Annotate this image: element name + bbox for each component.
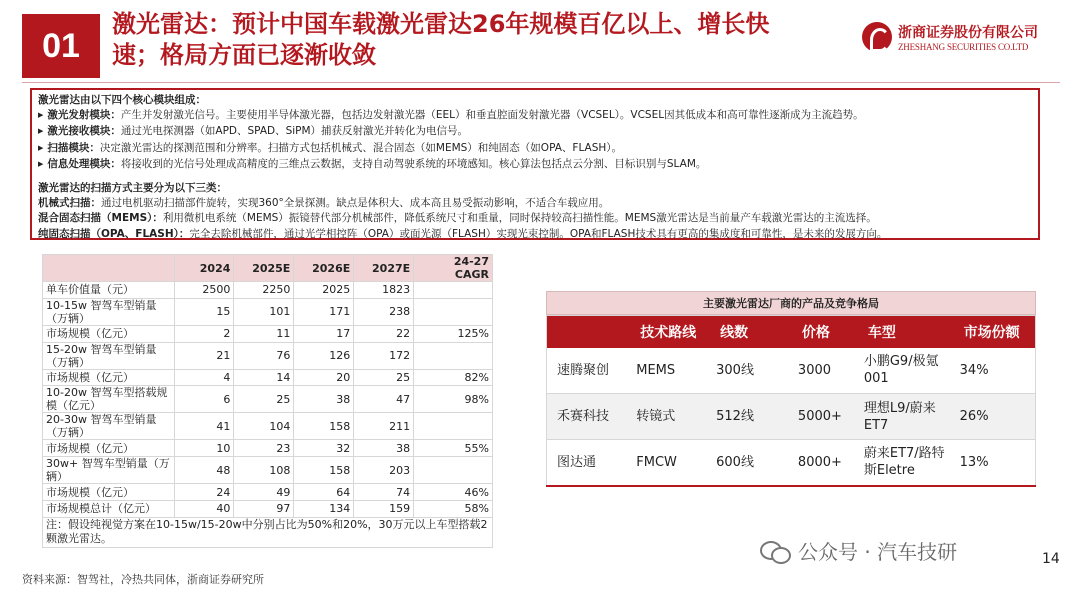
scan-name: 机械式扫描： xyxy=(38,197,101,210)
table-cell: 134 xyxy=(294,500,354,517)
table-cell: 小鹏G9/极氪001 xyxy=(854,348,950,394)
module-item xyxy=(38,124,1032,140)
row-label: 20-30w 智驾车型销量（万辆） xyxy=(43,413,175,440)
table-cell: 47 xyxy=(354,386,414,413)
company-name: 图达通 xyxy=(547,440,627,486)
row-label: 市场规模总计（亿元） xyxy=(43,500,175,517)
table-cell xyxy=(414,298,493,325)
table-cell: 512线 xyxy=(706,394,788,440)
table-cell: 13% xyxy=(950,440,1036,486)
table-cell: 82% xyxy=(414,369,493,386)
table-cell: 48 xyxy=(174,457,234,484)
table-cell: MEMS xyxy=(626,348,706,394)
table-cell: 25 xyxy=(234,386,294,413)
module-desc: 通过光电探测器（如APD、SPAD、SiPM）捕获反射激光并转化为电信号。 xyxy=(120,125,469,138)
row-label: 30w+ 智驾车型销量（万辆） xyxy=(43,457,175,484)
wechat-icon xyxy=(760,539,790,563)
logo-chinese-name: 浙商证券股份有限公司 xyxy=(898,25,1038,41)
table-cell: 25 xyxy=(354,369,414,386)
table-note-row xyxy=(43,517,493,547)
table-header-cell: 2024 xyxy=(174,255,234,282)
table-cell: 40 xyxy=(174,500,234,517)
table-cell: 41 xyxy=(174,413,234,440)
module-name: 扫描模块： xyxy=(47,141,100,154)
scan-item xyxy=(38,211,1032,226)
table-row xyxy=(43,500,493,517)
module-name: 激光接收模块： xyxy=(47,125,121,138)
table-header-cell xyxy=(547,316,627,348)
table-cell: 38 xyxy=(354,440,414,457)
table-cell: 238 xyxy=(354,298,414,325)
source-note: 资料来源：智驾社，冷热共同体，浙商证券研究所 xyxy=(22,573,264,586)
table-header-cell: 24-27 CAGR xyxy=(414,255,493,282)
table-cell: 74 xyxy=(354,484,414,501)
table-cell: 11 xyxy=(234,325,294,342)
table-row xyxy=(43,457,493,484)
table-header-cell: 市场份额 xyxy=(950,316,1036,348)
table-cell: 38 xyxy=(294,386,354,413)
table-cell xyxy=(414,413,493,440)
table-header-row xyxy=(547,316,1036,348)
table-cell: 2500 xyxy=(174,282,234,299)
table-row xyxy=(43,325,493,342)
watermark-text: 公众号 · 汽车技研 xyxy=(798,540,958,564)
module-item xyxy=(38,157,1032,173)
table-row xyxy=(43,413,493,440)
table-header-cell: 价格 xyxy=(788,316,854,348)
table-cell: 26% xyxy=(950,394,1036,440)
table-cell: 98% xyxy=(414,386,493,413)
table-cell: 2250 xyxy=(234,282,294,299)
module-name: 激光发射模块： xyxy=(47,109,121,122)
table-header-cell: 2027E xyxy=(354,255,414,282)
logo-english-name: ZHESHANG SECURITIES CO.LTD xyxy=(898,42,1029,52)
table-cell: 97 xyxy=(234,500,294,517)
zheshang-logo-icon xyxy=(862,22,892,52)
table-row xyxy=(43,369,493,386)
table-cell: 34% xyxy=(950,348,1036,394)
table-row xyxy=(43,282,493,299)
scan-desc: 完全去除机械部件，通过光学相控阵（OPA）或面光源（FLASH）实现光束控制。OPA和FLASH技术具有更高的集成度和可靠性，是未来的发展方向。 xyxy=(189,227,888,240)
table-cell: 8000+ xyxy=(788,440,854,486)
module-item xyxy=(38,141,1032,157)
competitor-table-title: 主要激光雷达厂商的产品及竞争格局 xyxy=(546,291,1036,315)
table-cell xyxy=(414,457,493,484)
table-cell: 23 xyxy=(234,440,294,457)
table-cell: 22 xyxy=(354,325,414,342)
table-header-cell: 车型 xyxy=(854,316,950,348)
table-cell: 64 xyxy=(294,484,354,501)
table-cell: 46% xyxy=(414,484,493,501)
table-cell: 203 xyxy=(354,457,414,484)
table-cell: 21 xyxy=(174,342,234,369)
table-cell: 104 xyxy=(234,413,294,440)
wechat-watermark xyxy=(760,536,957,565)
scan-item xyxy=(38,227,1032,242)
row-label: 10-20w 智驾车型搭载规模（亿元） xyxy=(43,386,175,413)
intro-box xyxy=(30,88,1040,240)
table-cell: 3000 xyxy=(788,348,854,394)
table-cell: 600线 xyxy=(706,440,788,486)
table-cell: 55% xyxy=(414,440,493,457)
table-row xyxy=(547,440,1036,486)
table-cell: 理想L9/蔚来ET7 xyxy=(854,394,950,440)
table-cell: 300线 xyxy=(706,348,788,394)
table-header-cell: 2025E xyxy=(234,255,294,282)
table-cell: 159 xyxy=(354,500,414,517)
scan-heading: 激光雷达的扫描方式主要分为以下三类： xyxy=(38,182,227,195)
table-header-cell: 2026E xyxy=(294,255,354,282)
table-cell: 211 xyxy=(354,413,414,440)
table-row xyxy=(43,342,493,369)
table-cell: 171 xyxy=(294,298,354,325)
module-desc: 产生并发射激光信号。主要使用半导体激光器，包括边发射激光器（EEL）和垂直腔面发射激光器（VCSEL）。VCSEL因其低成本和高可靠性逐渐成为主流趋势。 xyxy=(120,109,864,122)
table-cell: 17 xyxy=(294,325,354,342)
page-number: 14 xyxy=(1042,551,1060,567)
table-cell: 32 xyxy=(294,440,354,457)
row-label: 市场规模（亿元） xyxy=(43,325,175,342)
competitor-table xyxy=(546,315,1036,487)
table-row xyxy=(43,298,493,325)
table-cell: 76 xyxy=(234,342,294,369)
table-cell: 126 xyxy=(294,342,354,369)
module-desc: 决定激光雷达的探测范围和分辨率。扫描方式包括机械式、混合固态（如MEMS）和纯固态（如OPA、FLASH）。 xyxy=(99,141,623,154)
table-note: 注：假设纯视觉方案在10-15w/15-20w中分别占比为50%和20%，30万元以上车型搭载2颗激光雷达。 xyxy=(43,517,493,547)
module-item xyxy=(38,108,1032,124)
market-size-table xyxy=(42,254,493,548)
company-logo xyxy=(862,17,1062,57)
row-label: 15-20w 智驾车型销量（万辆） xyxy=(43,342,175,369)
scan-desc: 通过电机驱动扫描部件旋转，实现360°全景探测。缺点是体积大、成本高且易受振动影响，不适合车载应用。 xyxy=(101,197,610,210)
table-header-row xyxy=(43,255,493,282)
row-label: 市场规模（亿元） xyxy=(43,369,175,386)
table-cell: 14 xyxy=(234,369,294,386)
table-cell: 10 xyxy=(174,440,234,457)
table-row xyxy=(547,348,1036,394)
table-row xyxy=(547,394,1036,440)
table-cell: 转镜式 xyxy=(626,394,706,440)
table-cell: 158 xyxy=(294,457,354,484)
row-label: 市场规模（亿元） xyxy=(43,484,175,501)
table-cell xyxy=(414,282,493,299)
module-name: 信息处理模块： xyxy=(47,157,121,170)
table-cell: 172 xyxy=(354,342,414,369)
table-header-cell: 线数 xyxy=(706,316,788,348)
table-cell: 1823 xyxy=(354,282,414,299)
scan-name: 纯固态扫描（OPA、FLASH）： xyxy=(38,227,190,240)
table-cell: FMCW xyxy=(626,440,706,486)
table-cell: 24 xyxy=(174,484,234,501)
table-cell: 49 xyxy=(234,484,294,501)
table-cell: 5000+ xyxy=(788,394,854,440)
table-cell: 蔚来ET7/路特斯Eletre xyxy=(854,440,950,486)
company-name: 速腾聚创 xyxy=(547,348,627,394)
table-row xyxy=(43,386,493,413)
module-desc: 将接收到的光信号处理成高精度的三维点云数据，支持自动驾驶系统的环境感知。核心算法包括点云分割、目标识别与SLAM。 xyxy=(120,157,707,170)
header-divider xyxy=(22,82,1060,83)
modules-heading: 激光雷达由以下四个核心模块组成： xyxy=(38,94,206,106)
table-row xyxy=(43,440,493,457)
row-label: 市场规模（亿元） xyxy=(43,440,175,457)
table-cell: 15 xyxy=(174,298,234,325)
table-cell: 20 xyxy=(294,369,354,386)
table-header-cell: 技术路线 xyxy=(626,316,706,348)
row-label: 10-15w 智驾车型销量（万辆） xyxy=(43,298,175,325)
table-cell: 58% xyxy=(414,500,493,517)
table-cell: 125% xyxy=(414,325,493,342)
page-title: 激光雷达：预计中国车载激光雷达26年规模百亿以上、增长快速；格局方面已逐渐收敛 xyxy=(112,10,770,69)
table-row xyxy=(43,484,493,501)
scan-name: 混合固态扫描（MEMS）： xyxy=(38,212,163,225)
table-cell: 101 xyxy=(234,298,294,325)
section-number-badge: 01 xyxy=(22,14,100,78)
table-cell xyxy=(414,342,493,369)
table-cell: 158 xyxy=(294,413,354,440)
row-label: 单车价值量（元） xyxy=(43,282,175,299)
company-name: 禾赛科技 xyxy=(547,394,627,440)
scan-desc: 利用微机电系统（MEMS）振镜替代部分机械部件，降低系统尺寸和重量，同时保持较高扫描性能。MEMS激光雷达是当前量产车载激光雷达的主流选择。 xyxy=(162,212,877,225)
scan-item xyxy=(38,196,1032,211)
table-header-cell xyxy=(43,255,175,282)
table-cell: 108 xyxy=(234,457,294,484)
table-cell: 4 xyxy=(174,369,234,386)
table-cell: 2025 xyxy=(294,282,354,299)
table-cell: 2 xyxy=(174,325,234,342)
table-cell: 6 xyxy=(174,386,234,413)
